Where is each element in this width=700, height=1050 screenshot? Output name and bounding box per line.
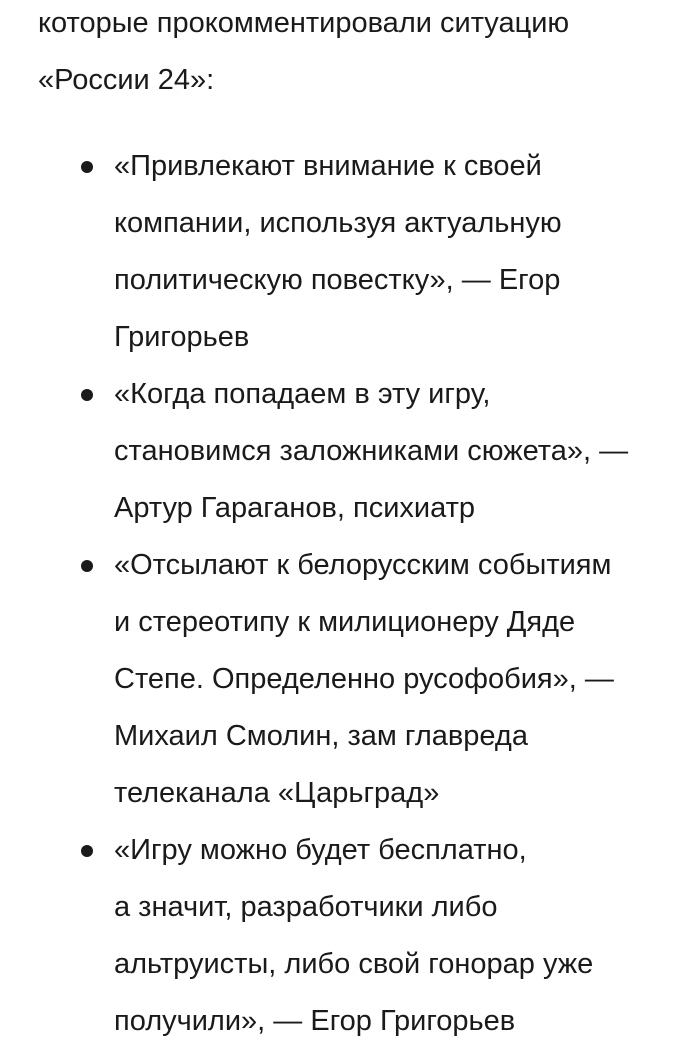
bullet-icon (81, 560, 93, 572)
quote-line: и стереотипу к милиционеру Дяде (114, 606, 576, 638)
quote-line: Михаил Смолин, зам главреда (114, 720, 528, 752)
bullet-icon (81, 845, 93, 857)
intro-line: которые прокомментировали ситуацию (38, 7, 570, 39)
quote-line: Степе. Определенно русофобия», — (114, 663, 614, 695)
quote-line: телеканала «Царьград» (114, 777, 440, 809)
quote-line: компании, используя актуальную (114, 207, 562, 239)
quote-item (0, 822, 674, 1050)
quote-line: «Привлекают внимание к своей (114, 150, 542, 182)
quote-line: получили», — Егор Григорьев (114, 1005, 516, 1037)
bullet-icon (81, 389, 93, 401)
quote-item (0, 537, 674, 822)
quote-line: становимся заложниками сюжета», — (114, 435, 629, 467)
quote-item (0, 366, 674, 537)
intro-line: «России 24»: (38, 64, 215, 96)
quote-line: Артур Гараганов, психиатр (114, 492, 475, 524)
intro-paragraph (38, 0, 678, 109)
quote-line: «Когда попадаем в эту игру, (114, 378, 491, 410)
quote-line: «Игру можно будет бесплатно, (114, 834, 527, 866)
quote-line: альтруисты, либо свой гонорар уже (114, 948, 594, 980)
quote-item (0, 138, 674, 366)
quotes-list (0, 138, 700, 1050)
quote-line: а значит, разработчики либо (114, 891, 498, 923)
quote-line: политическую повестку», — Егор (114, 264, 561, 296)
bullet-icon (81, 161, 93, 173)
quote-line: Григорьев (114, 321, 250, 353)
quote-line: «Отсылают к белорусским событиям (114, 549, 612, 581)
